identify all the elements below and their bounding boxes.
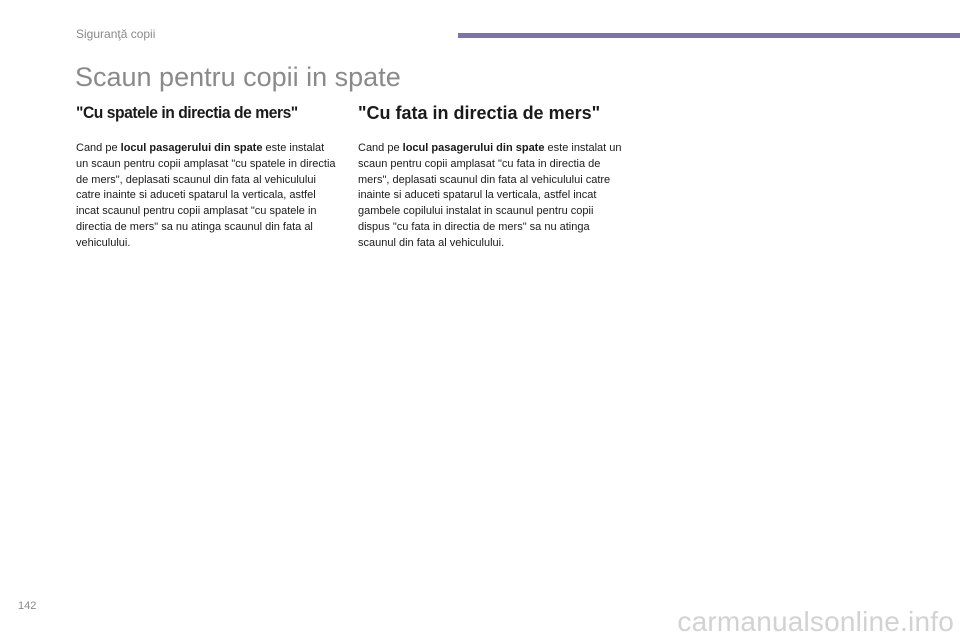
page-title: Scaun pentru copii in spate xyxy=(75,62,401,92)
text-segment: este instalat un scaun pentru copii amplasat "cu spatele in directia de mers", deplasati scaunul din fata al vehiculului catre inainte si aduceti spatarul la verticala, astfel incat scaunul pentru copii amplasat "cu spatele in directia de mers" sa nu atinga scaunul din fata al vehiculului. xyxy=(76,142,336,249)
text-segment: este instalat un scaun pentru copii amplasat "cu fata in directia de mers", deplasati scaunul din fata al vehiculului catre inainte si aduceti spatarul la verticala, astfel incat gambele copilului instalat in scaunul pentru copii dispus "cu fata in directia de mers" sa nu atinga scaunul din fata al vehiculului. xyxy=(358,142,622,249)
column-heading-rear-facing: "Cu spatele in directia de mers" xyxy=(76,103,298,122)
text-segment: Cand pe xyxy=(358,142,403,154)
column-text-rear-facing xyxy=(76,141,338,252)
text-segment: Cand pe xyxy=(76,142,121,154)
text-emphasis: locul pasagerului din spate xyxy=(402,142,545,154)
column-heading-forward-facing: "Cu fata in directia de mers" xyxy=(358,103,601,123)
text-emphasis: locul pasagerului din spate xyxy=(120,142,263,154)
column-forward-facing xyxy=(358,101,628,252)
column-text-forward-facing xyxy=(358,141,628,252)
page-number: 142 xyxy=(18,600,37,612)
section-accent-bar xyxy=(458,33,960,38)
column-rear-facing xyxy=(76,101,338,252)
watermark-link[interactable]: carmanualsonline.info xyxy=(677,606,954,637)
section-label: Siguranţă copii xyxy=(76,27,156,41)
